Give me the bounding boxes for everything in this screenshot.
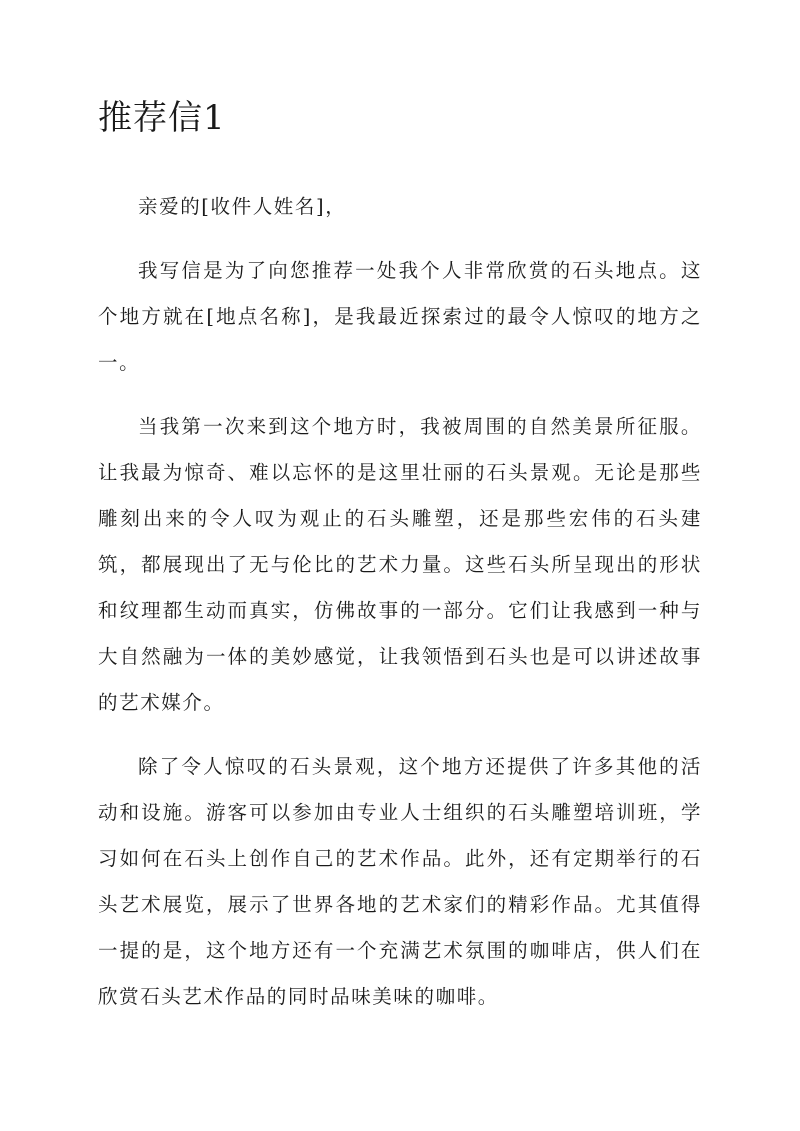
document-title: 推荐信1 [98, 98, 226, 138]
scenery-paragraph: 当我第一次来到这个地方时，我被周围的自然美景所征服。让我最为惊奇、难以忘怀的是这里壮丽的石头景观。无论是那些雕刻出来的令人叹为观止的石头雕塑，还是那些宏伟的石头建筑，都展现出了无与伦比的艺术力量。这些石头所呈现出的形状和纹理都生动而真实，仿佛故事的一部分。它们让我感到一种与大自然融为一体的美妙感觉，让我领悟到石头也是可以讲述故事的艺术媒介。 [98, 415, 702, 714]
salutation-paragraph: 亲爱的[收件人姓名]， [138, 195, 347, 218]
letter-body [98, 184, 702, 1038]
intro-paragraph: 我写信是为了向您推荐一处我个人非常欣赏的石头地点。这个地方就在[地点名称]，是我最近探索过的最令人惊叹的地方之一。 [98, 259, 702, 374]
activities-paragraph: 除了令人惊叹的石头景观，这个地方还提供了许多其他的活动和设施。游客可以参加由专业人士组织的石头雕塑培训班，学习如何在石头上创作自己的艺术作品。此外，还有定期举行的石头艺术展览，展示了世界各地的艺术家们的精彩作品。尤其值得一提的是，这个地方还有一个充满艺术氛围的咖啡店，供人们在欣赏石头艺术作品的同时品味美味的咖啡。 [98, 755, 702, 1008]
